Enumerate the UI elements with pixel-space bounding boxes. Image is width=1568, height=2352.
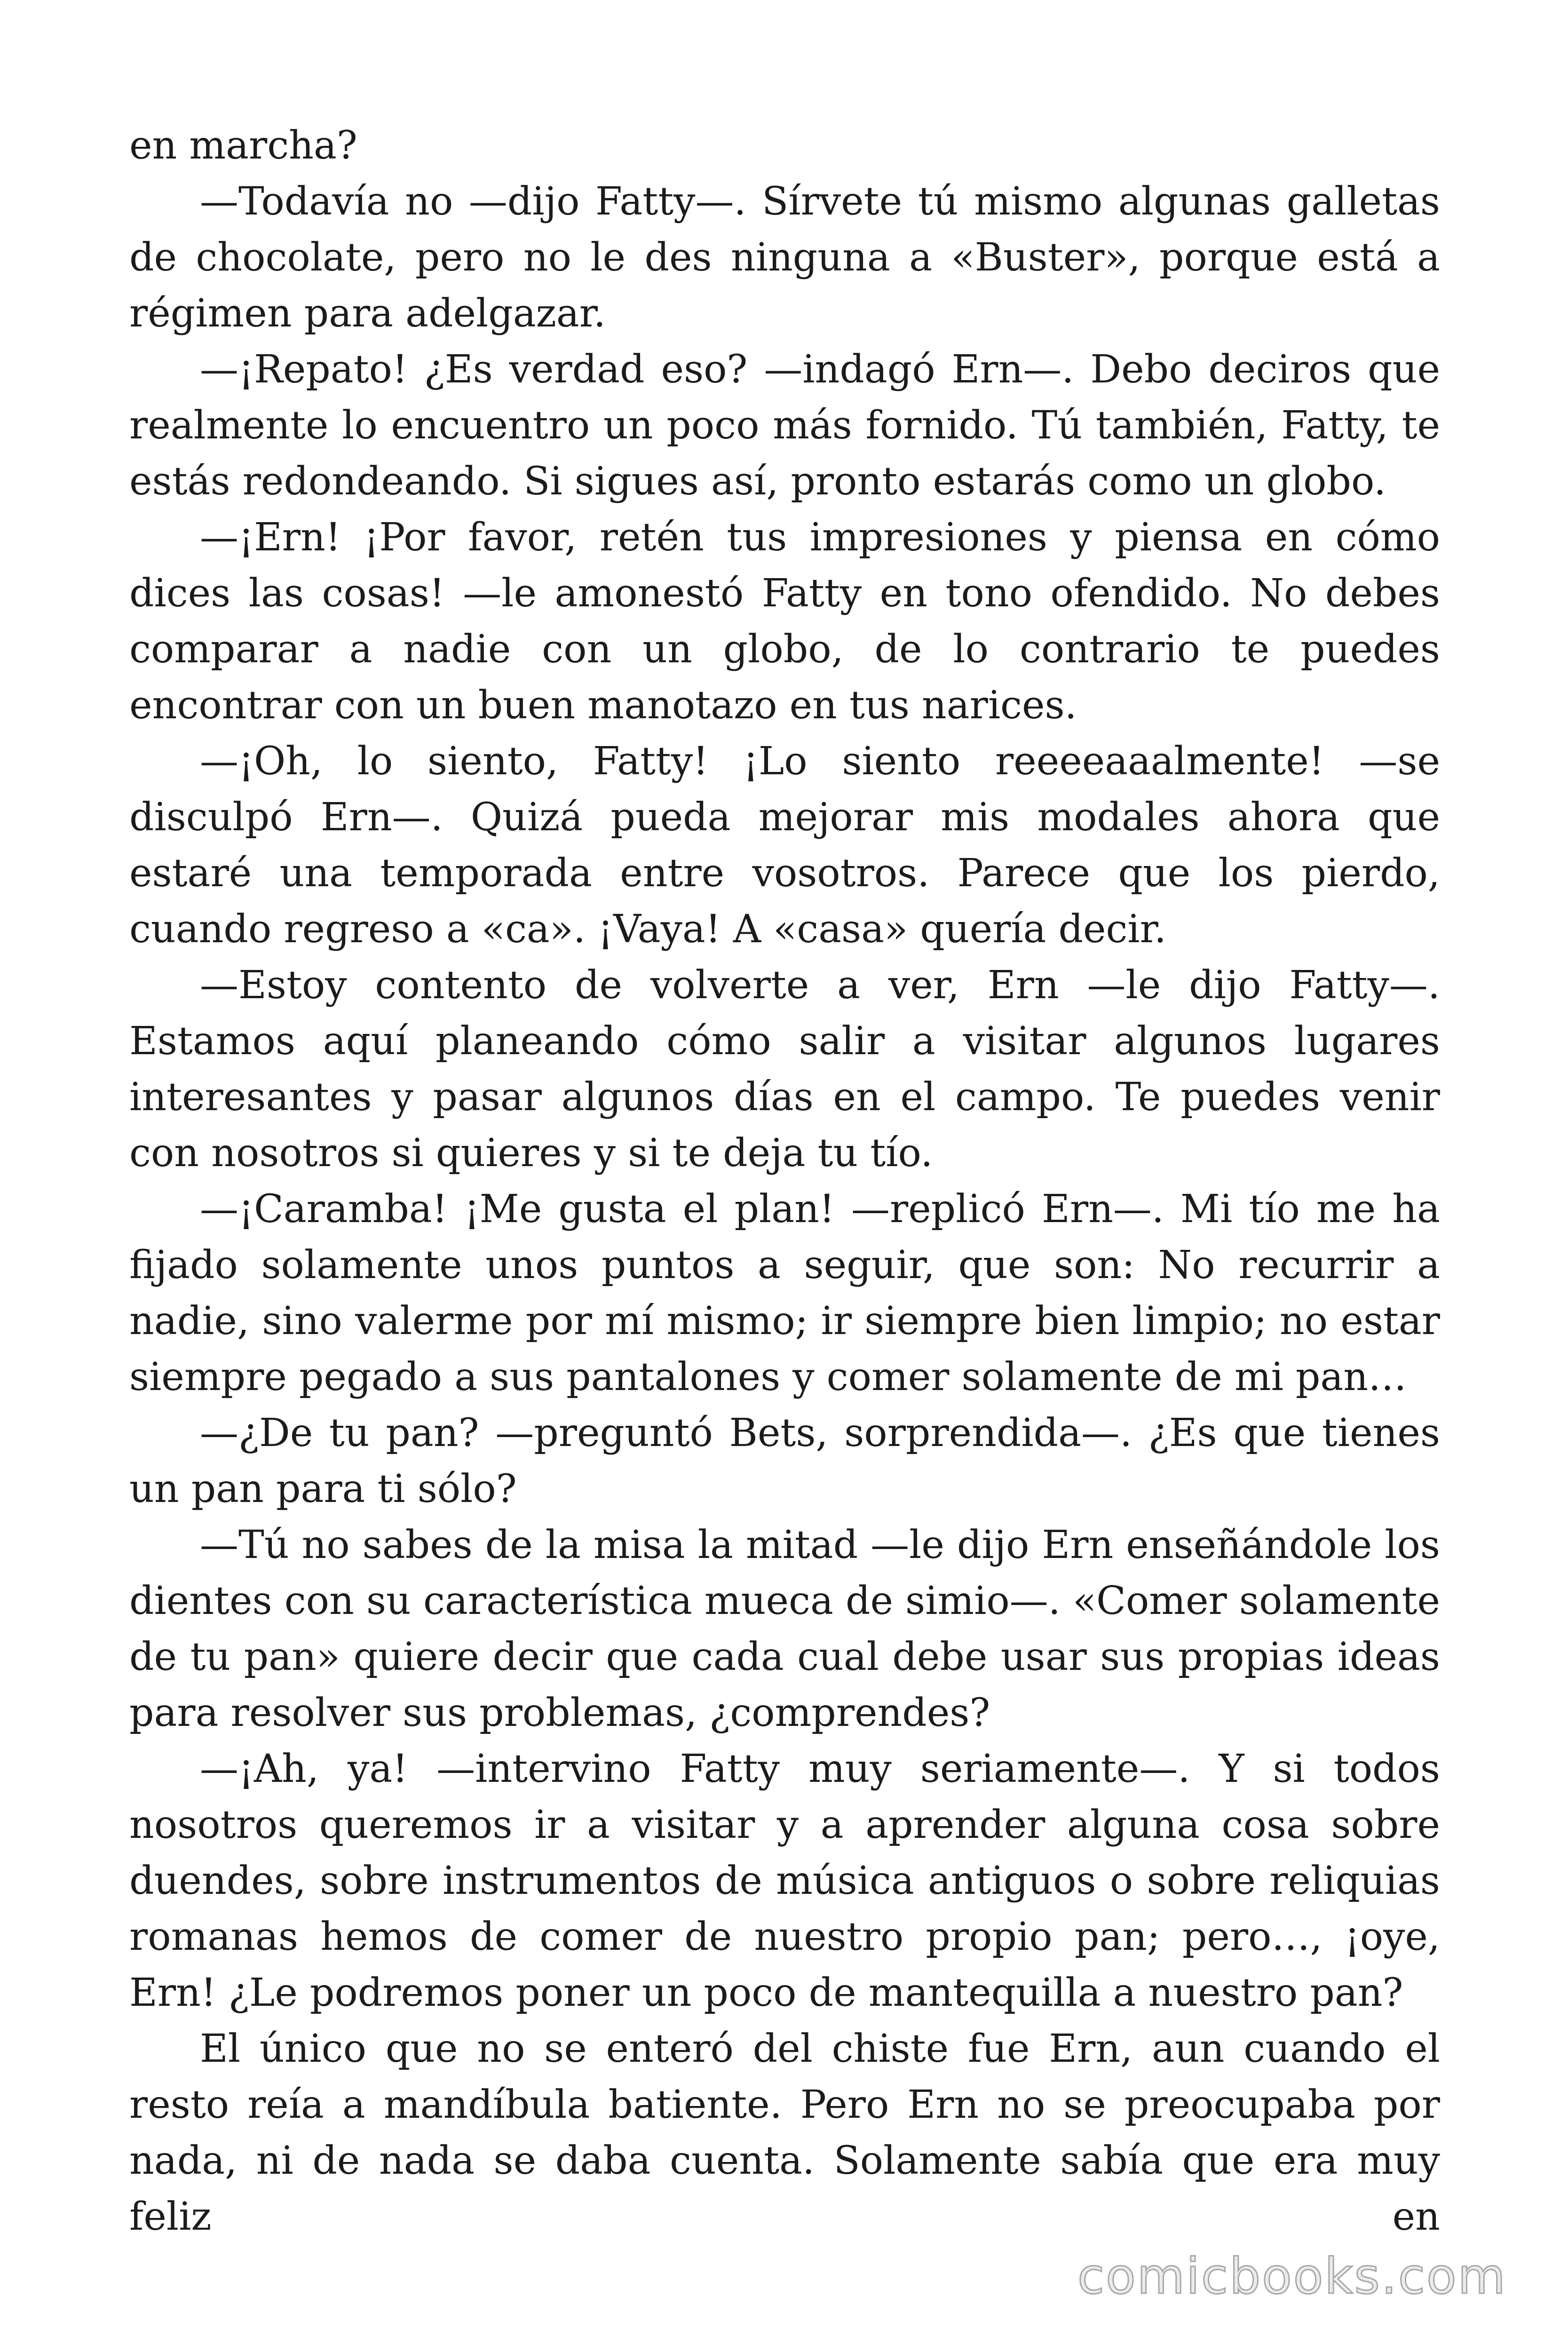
paragraph: —¡Caramba! ¡Me gusta el plan! —replicó Ern—. Mi tío me ha fijado solamente unos puntos a seguir, que son: No recurrir a nadie, sino valerme por mí mismo; ir siempre bien limpio; no estar siempre pegado a sus pantalones y comer solamente de mi pan… (129, 1187, 1440, 1399)
paragraph-continuation: en marcha? (129, 123, 357, 168)
paragraph: —¿De tu pan? —preguntó Bets, sorprendida—. ¿Es que tienes un pan para ti sólo? (129, 1411, 1440, 1511)
watermark: comicbooks.com (1077, 2248, 1507, 2305)
paragraph: —¡Repato! ¿Es verdad eso? —indagó Ern—. Debo deciros que realmente lo encuentro un poco más fornido. Tú también, Fatty, te estás redondeando. Si sigues así, pronto estarás como un globo. (129, 347, 1440, 504)
page-text (129, 118, 1440, 2245)
paragraph: —¡Oh, lo siento, Fatty! ¡Lo siento reeeeaaalmente! —se disculpó Ern—. Quizá pueda mejorar mis modales ahora que estaré una temporada entre vosotros. Parece que los pierdo, cuando regreso a «ca». ¡Vaya! A «casa» quería decir. (129, 739, 1440, 952)
paragraph: —¡Ern! ¡Por favor, retén tus impresiones y piensa en cómo dices las cosas! —le amonestó Fatty en tono ofendido. No debes comparar a nadie con un globo, de lo contrario te puedes encontrar con un buen manotazo en tus narices. (129, 515, 1440, 728)
paragraph: —Tú no sabes de la misa la mitad —le dijo Ern enseñándole los dientes con su característica mueca de simio—. «Comer solamente de tu pan» quiere decir que cada cual debe usar sus propias ideas para resolver sus problemas, ¿comprendes? (129, 1523, 1440, 1735)
paragraph: —¡Ah, ya! —intervino Fatty muy seriamente—. Y si todos nosotros queremos ir a visitar y a aprender alguna cosa sobre duendes, sobre instrumentos de música antiguos o sobre reliquias romanas hemos de comer de nuestro propio pan; pero…, ¡oye, Ern! ¿Le podremos poner un poco de mantequilla a nuestro pan? (129, 1747, 1440, 2015)
paragraph-last: El único que no se enteró del chiste fue Ern, aun cuando el resto reía a mandíbula batiente. Pero Ern no se preocupaba por nada, ni de nada se daba cuenta. Solamente sabía que era muy feliz en (129, 2026, 1440, 2239)
paragraph: —Estoy contento de volverte a ver, Ern —le dijo Fatty—. Estamos aquí planeando cómo salir a visitar algunos lugares interesantes y pasar algunos días en el campo. Te puedes venir con nosotros si quieres y si te deja tu tío. (129, 963, 1440, 1176)
paragraph: —Todavía no —dijo Fatty—. Sírvete tú mismo algunas galletas de chocolate, pero no le des ninguna a «Buster», porque está a régimen para adelgazar. (129, 179, 1440, 336)
